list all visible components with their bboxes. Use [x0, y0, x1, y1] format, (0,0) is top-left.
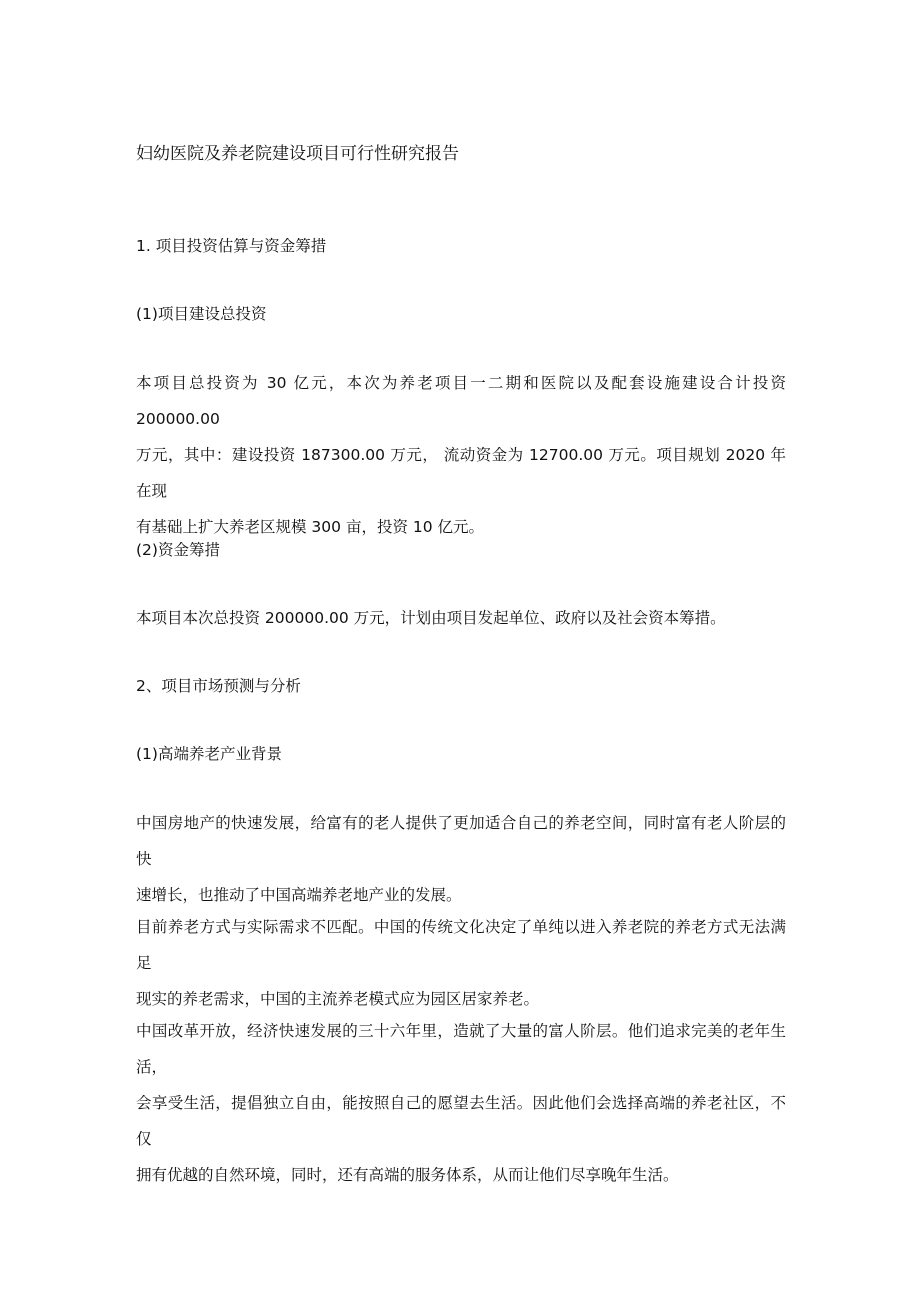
- subsection-heading-industry-background: (1)高端养老产业背景: [136, 745, 282, 763]
- section-heading-market: 2、项目市场预测与分析: [136, 677, 301, 695]
- paragraph-line: 中国房地产的快速发展，给富有的老人提供了更加适合自己的养老空间，同时富有老人阶层的快: [136, 814, 786, 868]
- paragraph-line: 中国改革开放，经济快速发展的三十六年里，造就了大量的富人阶层。他们追求完美的老年生活，: [136, 1022, 786, 1076]
- paragraph-line: 速增长，也推动了中国高端养老地产业的发展。: [136, 886, 462, 904]
- paragraph-line: 本项目总投资为 30 亿元，本次为养老项目一二期和医院以及配套设施建设合计投资 200000.00: [136, 374, 786, 428]
- paragraph-demand-mismatch: [136, 909, 786, 1017]
- paragraph-line: 万元，其中：建设投资 187300.00 万元， 流动资金为 12700.00 万元。项目规划 2020 年在现: [136, 446, 786, 500]
- subsection-heading-fund-raising: (2)资金筹措: [136, 541, 220, 559]
- document-title: 妇幼医院及养老院建设项目可行性研究报告: [136, 144, 459, 164]
- subsection-heading-total-investment: (1)项目建设总投资: [136, 305, 267, 323]
- paragraph-fund-raising: [136, 600, 786, 636]
- paragraph-total-investment: [136, 365, 786, 545]
- paragraph-line: 会享受生活，提倡独立自由，能按照自己的愿望去生活。因此他们会选择高端的养老社区，不仅: [136, 1094, 786, 1148]
- paragraph-wealthy-class: [136, 1013, 786, 1193]
- paragraph-real-estate: [136, 805, 786, 913]
- paragraph-line: 本项目本次总投资 200000.00 万元，计划由项目发起单位、政府以及社会资本筹措。: [136, 609, 726, 627]
- paragraph-line: 现实的养老需求，中国的主流养老模式应为园区居家养老。: [136, 990, 540, 1008]
- paragraph-line: 目前养老方式与实际需求不匹配。中国的传统文化决定了单纯以进入养老院的养老方式无法满足: [136, 918, 786, 972]
- section-heading-investment: 1. 项目投资估算与资金筹措: [136, 237, 327, 255]
- paragraph-line: 有基础上扩大养老区规模 300 亩，投资 10 亿元。: [136, 518, 485, 536]
- paragraph-line: 拥有优越的自然环境，同时，还有高端的服务体系，从而让他们尽享晚年生活。: [136, 1166, 679, 1184]
